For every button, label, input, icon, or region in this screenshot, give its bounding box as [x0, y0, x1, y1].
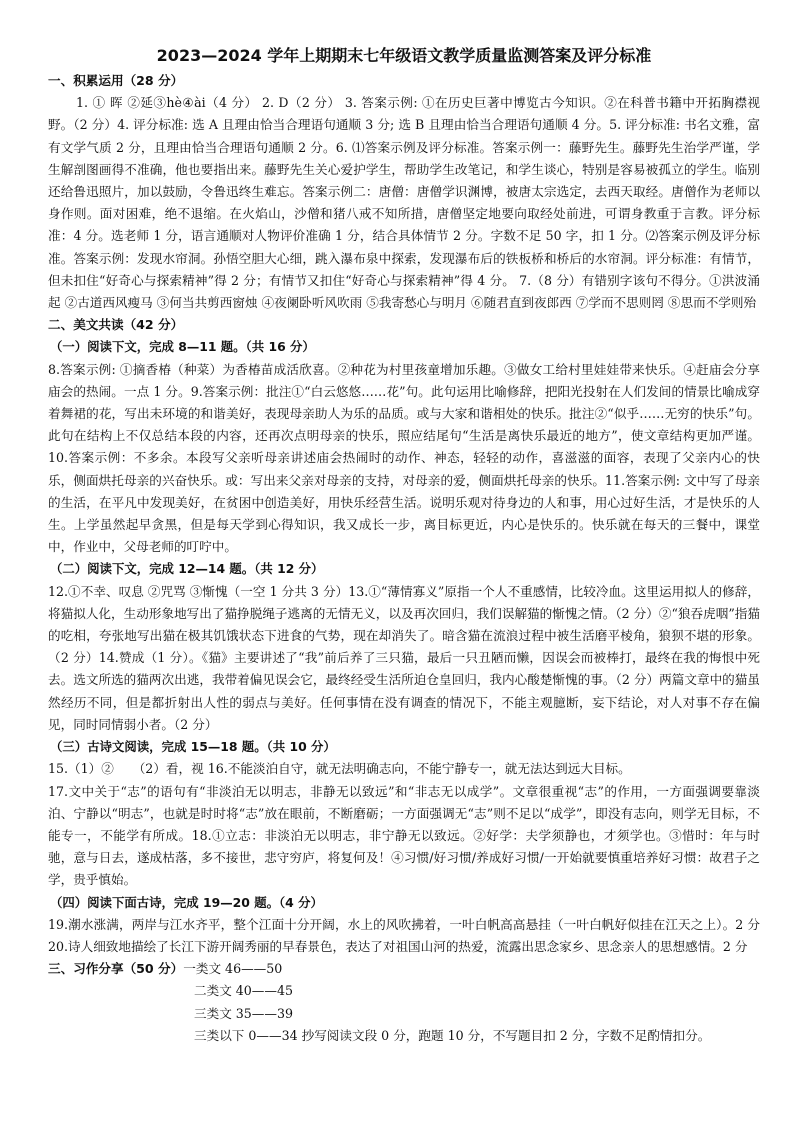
- section-2-heading: 二、美文共读（42 分）: [48, 317, 184, 333]
- part-3-answers: 17.文中关于“志”的语句有“非淡泊无以明志，非静无以致远”和“非志无以成学”。文章很重视“志”的作用，一方面强调要靠淡泊、宁静以“明志”，也就是时时将“志”放在眼前，不断磨砺；一方面强调无“志”则不足以“成学”，即没有志向，则学无目标，不能专一，不能学有所成。18.①立志：非淡泊无以明志，非宁静无以致远。②好学：夫学须静也，才须学也。③惜时：年与时驰，意与日去，遂成枯落，多不接世，悲守穷庐，将复何及！④习惯/好习惯/养成好习惯/一开始就要慎重培养好习惯：故君子之学，贵乎慎始。: [48, 783, 760, 888]
- part-2-answers: 12.①不幸、叹息 ②咒骂 ③惭愧（一空 1 分共 3 分）13.①“薄情寡义”原指一个人不重感情，比较冷血。这里运用拟人的修辞，将猫拟人化，生动形象地写出了猫挣脱绳子逃离的无情无义，以及再次回归，我们误解猫的惭愧之情。（2 分）②“狼吞虎咽”指猫的吃相，夸张地写出猫在极其饥饿状态下进食的气势，现在却消失了。暗含猫在流浪过程中被生活磨平棱角，狼狈不堪的形象。（2 分）14.赞成（1 分）。《猫》主要讲述了“我”前后养了三只猫，最后一只丑陋而懒，因误会而被棒打，最终在我的悔恨中死去。选文所选的猫两次出逃，我带着偏见误会它，最终经受生活所迫仓皇回归，我内心酸楚惭愧的事。（2 分）两篇文章中的猫虽然经历不同，但是都折射出人性的弱点与美好。任何事情在没有调查的情况下，不能主观臆断，妄下结论，对人对事不存在偏见，同时同情弱小者。（2 分）: [48, 583, 760, 732]
- section-3-block: [48, 958, 760, 980]
- score-band-2: 二类文 40——45: [194, 983, 294, 999]
- page-title: 2023—2024 学年上期期末七年级语文教学质量监测答案及评分标准: [156, 46, 652, 65]
- score-band-3: 三类文 35——39: [194, 1005, 294, 1021]
- part-1-heading: （一）阅读下文，完成 8—11 题。（共 16 分）: [50, 339, 315, 355]
- part-3-line-15: 15.（1）② （2）看，视 16.不能淡泊自守，就无法明确志向，不能宁静专一，就无法达到远大目标。: [48, 761, 631, 777]
- section-3-heading: 三、习作分享（50 分）: [48, 961, 184, 977]
- score-band-4: 三类以下 0——34 抄写阅读文段 0 分，跑题 10 分，不写题目扣 2 分，字数不足酌情扣分。: [194, 1027, 711, 1043]
- part-4-heading: （四）阅读下面古诗，完成 19—20 题。（4 分）: [50, 894, 323, 910]
- part-1-answers: 8.答案示例: ①摘香椿（种菜）为香椿苗成活欣喜。②种花为村里孩童增加乐趣。③做女工给村里娃娃带来快乐。④赶庙会分享庙会的热闹。一点 1 分。9.答案示例：批注①“白云悠悠……花”句。此句运用比喻修辞，把阳光投射在人们发间的情景比喻成穿着舞裙的花，写出未环境的和谐美好，表现母亲助人为乐的品质。或与大家和谐相处的快乐。批注②“似乎……无穷的快乐”句。此句在结构上不仅总结本段的内容，还再次点明母亲的快乐，照应结尾句“生活是离快乐最近的地方”，使文章结构更加严谨。10.答案示例：不多余。本段写父亲听母亲讲述庙会热闹时的动作、神态，轻轻的动作，喜滋滋的面容，表现了父亲内心的快乐，侧面烘托母亲的兴奋快乐。或：写出来父亲对母亲的支持，对母亲的爱，侧面烘托母亲的快乐。11.答案示例: 文中写了母亲的生活，在平凡中发现美好，在贫困中创造美好，用快乐经营生活。说明乐观对待身边的人和事，用心过好生活，才是快乐的人生。上学虽然起早贪黑，但是每天学到心得知识，我又成长一步，离目标更近，内心是快乐的。快乐就在每天的三餐中，课堂中，作业中，父母老师的叮咛中。: [48, 361, 760, 555]
- part-4-answers: 19.潮水涨满，两岸与江水齐平，整个江面十分开阔，水上的风吹拂着，一叶白帆高高悬挂（一叶白帆好似挂在江天之上）。2 分 20.诗人细致地描绘了长江下游开阔秀丽的早春景色，表达了对祖国山河的热爱，流露出思念家乡、思念亲人的思想感情。2 分: [48, 916, 760, 954]
- answer-document: [48, 44, 760, 1047]
- section-1-heading: 一、积累运用（28 分）: [48, 73, 184, 88]
- section-1-answers: 1. ① 晖 ②延③hè④ài（4 分） 2. D（2 分） 3. 答案示例: ①在历史巨著中博览古今知识。②在科普书籍中开拓胸襟视野。（2 分）4. 评分标准: 选 A 且理由恰当合理语句通顺 3 分; 选 B 且理由恰当合理语句通顺 4 分。5. 评分标准: 书名文雅，富有文学气质 2 分，且理由恰当合理语句通顺 2 分。6. ⑴答案示例及评分标准。答案示例一：藤野先生。藤野先生治学严谨，学生解剖图画得不准确，他也要指出来。藤野先生关心爱护学生，帮助学生改笔记，和学生谈心，特别是容易被孤立的学生。临别还给鲁迅照片，加以鼓励，令鲁迅终生难忘。答案示例二：唐僧：唐僧学识渊博，被唐太宗选定，去西天取经。唐僧作为老师以身作则。面对困难，绝不退缩。在火焰山，沙僧和猪八戒不知所措，唐僧坚定地要向取经处前进，可谓身教重于言教。评分标准：4 分。选老师 1 分，语言通顺对人物评价准确 1 分，结合具体情节 2 分。字数不足 50 字，扣 1 分。⑵答案示例及评分标准。答案示例：发现水帘洞。孙悟空胆大心细，跳入瀑布泉中探索，发现瀑布后的铁板桥和桥后的水帘洞。评分标准：有情节，但未扣住“好奇心与探索精神”得 2 分；有情节又扣住“好奇心与探索精神”得 4 分。 7.（8 分）有错别字该句不得分。①洪波涌起 ②古道西风瘦马 ③何当共剪西窗烛 ④夜阑卧听风吹雨 ⑤我寄愁心与明月 ⑥随君直到夜郎西 ⑦学而不思则罔 ⑧思而不学则殆: [48, 95, 760, 311]
- score-band-1: 一类文 46——50: [183, 961, 283, 977]
- part-2-heading: （二）阅读下文，完成 12—14 题。（共 12 分）: [50, 561, 324, 577]
- part-3-heading: （三）古诗文阅读，完成 15—18 题。（共 10 分）: [50, 739, 336, 755]
